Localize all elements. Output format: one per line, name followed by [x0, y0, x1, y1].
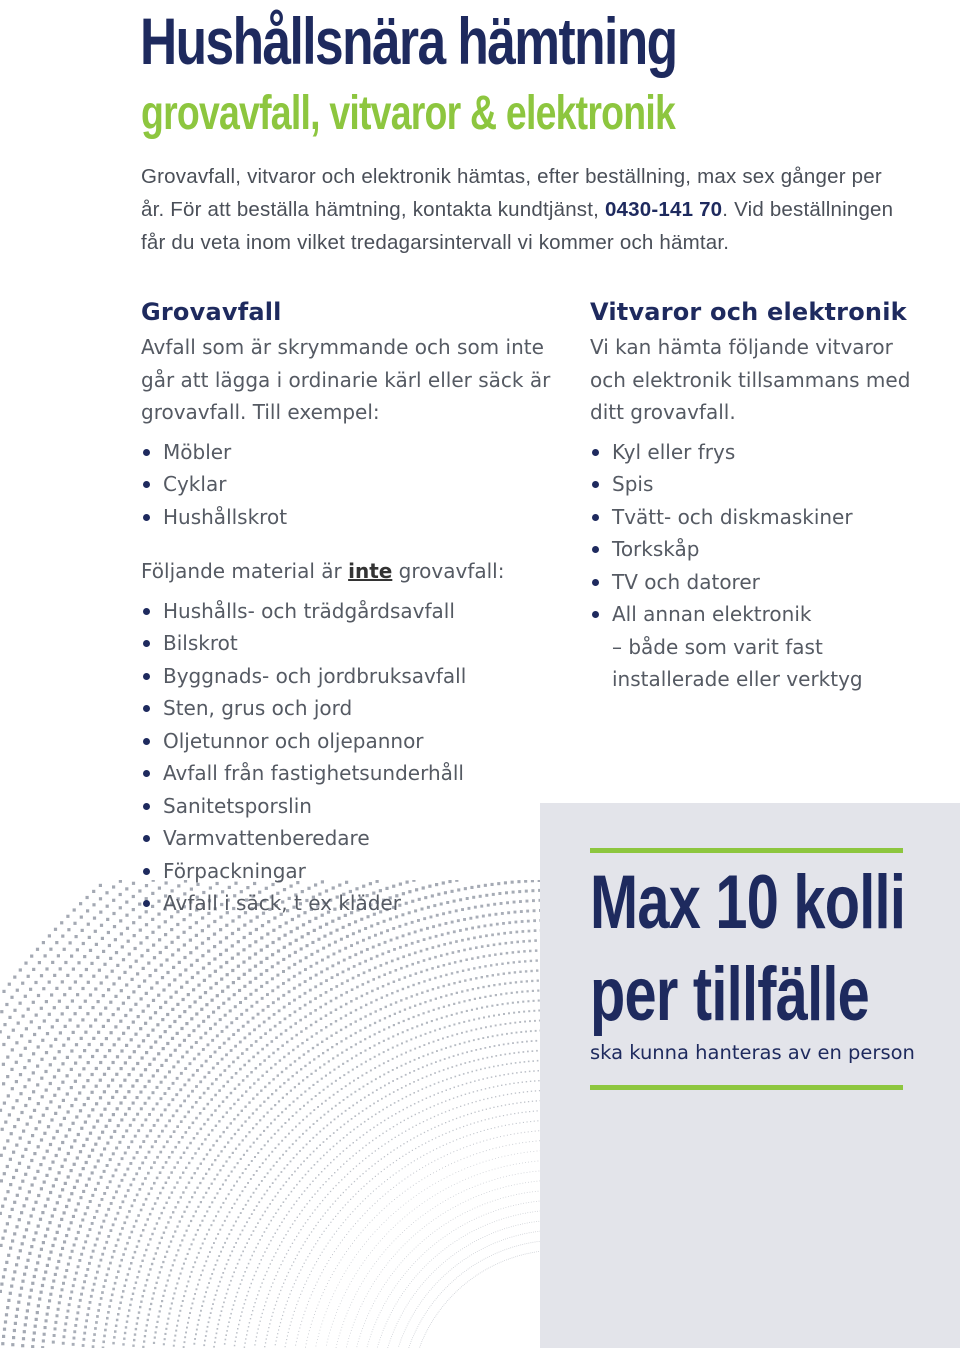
list-item: Avfall i säck, t ex kläder — [141, 887, 561, 920]
callout-line-2: per tillfälle — [590, 952, 870, 1037]
vitvaror-description: Vi kan hämta följande vitvaror och elektronik tillsammans med ditt grovavfall. — [590, 335, 911, 424]
list-item: Möbler — [141, 436, 561, 469]
list-item: Hushålls- och trädgårdsavfall — [141, 595, 561, 628]
intro-paragraph — [141, 160, 901, 259]
list-item: Byggnads- och jordbruksavfall — [141, 660, 561, 693]
list-item: TV och datorer — [590, 566, 920, 599]
grovavfall-description: Avfall som är skrymmande och som inte går att lägga i ordinarie kärl eller säck är grovavfall. Till exempel: — [141, 335, 551, 424]
vitvaror-heading: Vitvaror och elektronik — [590, 298, 907, 326]
not-intro-before: Följande material är — [141, 559, 349, 583]
list-item: Spis — [590, 468, 920, 501]
list-item: Förpackningar — [141, 855, 561, 888]
intro-text-before: Grovavfall, vitvaror och elektronik hämtas, efter beställning, max sex gånger per år. För att beställa hämtning, kontakta kundtjänst, — [141, 165, 882, 221]
list-item — [590, 598, 920, 696]
grovavfall-heading: Grovavfall — [141, 298, 282, 326]
list-item: Varmvattenberedare — [141, 822, 561, 855]
not-intro-after: grovavfall: — [392, 559, 505, 583]
list-item: Bilskrot — [141, 627, 561, 660]
page-subtitle: grovavfall, vitvaror & elektronik — [141, 87, 675, 140]
list-item: Sten, grus och jord — [141, 692, 561, 725]
not-grovavfall-intro — [141, 555, 561, 588]
list-item: Avfall från fastighetsunderhåll — [141, 757, 561, 790]
vitvaror-section — [590, 293, 920, 696]
grovavfall-list — [141, 436, 561, 534]
list-item: Oljetunnor och oljepannor — [141, 725, 561, 758]
callout-note: ska kunna hanteras av en person — [590, 1041, 915, 1064]
list-item: Kyl eller frys — [590, 436, 920, 469]
phone-number: 0430-141 70 — [604, 198, 723, 221]
list-item: Hushållskrot — [141, 501, 561, 534]
list-item: Sanitetsporslin — [141, 790, 561, 823]
dot-pattern-decoration — [0, 880, 560, 1348]
callout-top-rule — [590, 848, 903, 853]
grovavfall-section — [141, 293, 561, 920]
intro-text-after: . Vid beställningen får du veta inom vilket tredagarsintervall vi kommer och hämtar. — [141, 198, 894, 254]
list-item: Torkskåp — [590, 533, 920, 566]
list-item: Cyklar — [141, 468, 561, 501]
not-grovavfall-list — [141, 595, 561, 920]
list-item-line: – både som varit fast installerade eller verktyg — [612, 634, 863, 691]
list-item: Tvätt- och diskmaskiner — [590, 501, 920, 534]
callout-bottom-rule — [590, 1085, 903, 1090]
list-item-line: All annan elektronik — [612, 602, 812, 626]
callout-line-1: Max 10 kolli — [590, 860, 906, 945]
not-intro-emphasis: inte — [348, 559, 393, 583]
vitvaror-list — [590, 436, 920, 696]
page-title: Hushållsnära hämtning — [140, 4, 677, 78]
